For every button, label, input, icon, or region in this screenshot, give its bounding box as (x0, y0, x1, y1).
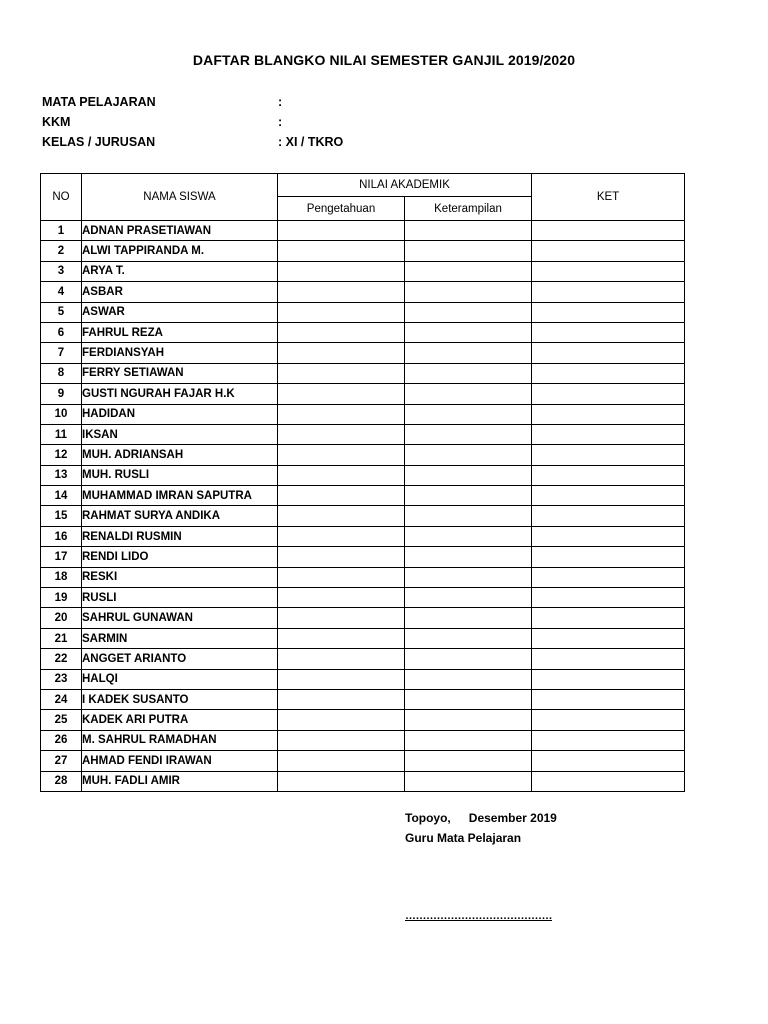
notes-cell (532, 547, 685, 567)
header-skills: Keterampilan (405, 197, 532, 221)
meta-class-label: KELAS / JURUSAN (42, 135, 156, 149)
student-name: ADNAN PRASETIAWAN (82, 221, 278, 241)
row-number: 25 (41, 710, 82, 730)
table-row (41, 547, 685, 567)
grade-table (40, 173, 685, 792)
skills-score-cell (405, 730, 532, 750)
student-name: MUH. ADRIANSAH (82, 445, 278, 465)
skills-score-cell (405, 588, 532, 608)
knowledge-score-cell (278, 445, 405, 465)
knowledge-score-cell (278, 404, 405, 424)
notes-cell (532, 628, 685, 648)
meta-class-value: : XI / TKRO (278, 135, 344, 149)
notes-cell (532, 343, 685, 363)
table-row (41, 628, 685, 648)
student-name: ANGGET ARIANTO (82, 649, 278, 669)
table-row (41, 404, 685, 424)
table-row (41, 221, 685, 241)
student-name: FERDIANSYAH (82, 343, 278, 363)
student-name: AHMAD FENDI IRAWAN (82, 751, 278, 771)
table-row (41, 710, 685, 730)
skills-score-cell (405, 241, 532, 261)
table-row (41, 588, 685, 608)
notes-cell (532, 322, 685, 342)
knowledge-score-cell (278, 221, 405, 241)
table-row (41, 241, 685, 261)
row-number: 2 (41, 241, 82, 261)
table-row (41, 730, 685, 750)
header-no: NO (41, 174, 82, 221)
skills-score-cell (405, 628, 532, 648)
notes-cell (532, 465, 685, 485)
skills-score-cell (405, 689, 532, 709)
notes-cell (532, 710, 685, 730)
knowledge-score-cell (278, 526, 405, 546)
student-name: FAHRUL REZA (82, 322, 278, 342)
knowledge-score-cell (278, 363, 405, 383)
row-number: 17 (41, 547, 82, 567)
notes-cell (532, 730, 685, 750)
skills-score-cell (405, 649, 532, 669)
knowledge-score-cell (278, 506, 405, 526)
knowledge-score-cell (278, 751, 405, 771)
row-number: 21 (41, 628, 82, 648)
notes-cell (532, 506, 685, 526)
row-number: 1 (41, 221, 82, 241)
notes-cell (532, 302, 685, 322)
notes-cell (532, 567, 685, 587)
notes-cell (532, 424, 685, 444)
notes-cell (532, 608, 685, 628)
row-number: 5 (41, 302, 82, 322)
student-name: FERRY SETIAWAN (82, 363, 278, 383)
notes-cell (532, 486, 685, 506)
student-name: SAHRUL GUNAWAN (82, 608, 278, 628)
skills-score-cell (405, 363, 532, 383)
student-name: M. SAHRUL RAMADHAN (82, 730, 278, 750)
skills-score-cell (405, 547, 532, 567)
row-number: 9 (41, 384, 82, 404)
skills-score-cell (405, 526, 532, 546)
knowledge-score-cell (278, 343, 405, 363)
student-name: KADEK ARI PUTRA (82, 710, 278, 730)
student-name: ASBAR (82, 282, 278, 302)
notes-cell (532, 588, 685, 608)
student-name: I KADEK SUSANTO (82, 689, 278, 709)
meta-subject-value: : (278, 95, 283, 109)
table-row (41, 526, 685, 546)
student-name: MUH. RUSLI (82, 465, 278, 485)
skills-score-cell (405, 404, 532, 424)
skills-score-cell (405, 302, 532, 322)
student-name: ALWI TAPPIRANDA M. (82, 241, 278, 261)
signature-place-date (405, 811, 557, 825)
knowledge-score-cell (278, 567, 405, 587)
student-name: RESKI (82, 567, 278, 587)
table-row (41, 649, 685, 669)
student-name: ASWAR (82, 302, 278, 322)
knowledge-score-cell (278, 730, 405, 750)
table-body (41, 221, 685, 792)
table-row (41, 669, 685, 689)
row-number: 6 (41, 322, 82, 342)
notes-cell (532, 384, 685, 404)
document-title: DAFTAR BLANGKO NILAI SEMESTER GANJIL 2019/2020 (192, 52, 576, 68)
knowledge-score-cell (278, 302, 405, 322)
skills-score-cell (405, 322, 532, 342)
table-row (41, 445, 685, 465)
skills-score-cell (405, 261, 532, 281)
skills-score-cell (405, 221, 532, 241)
skills-score-cell (405, 384, 532, 404)
notes-cell (532, 526, 685, 546)
table-row (41, 567, 685, 587)
knowledge-score-cell (278, 689, 405, 709)
signature-place: Topoyo, (405, 811, 451, 825)
notes-cell (532, 445, 685, 465)
table-row (41, 608, 685, 628)
notes-cell (532, 751, 685, 771)
knowledge-score-cell (278, 282, 405, 302)
notes-cell (532, 282, 685, 302)
knowledge-score-cell (278, 649, 405, 669)
row-number: 27 (41, 751, 82, 771)
skills-score-cell (405, 424, 532, 444)
knowledge-score-cell (278, 669, 405, 689)
notes-cell (532, 241, 685, 261)
skills-score-cell (405, 343, 532, 363)
knowledge-score-cell (278, 465, 405, 485)
notes-cell (532, 689, 685, 709)
notes-cell (532, 363, 685, 383)
row-number: 16 (41, 526, 82, 546)
header-academic-grade: NILAI AKADEMIK (278, 174, 532, 197)
row-number: 24 (41, 689, 82, 709)
row-number: 13 (41, 465, 82, 485)
knowledge-score-cell (278, 771, 405, 791)
signature-date: Desember 2019 (468, 811, 557, 825)
student-name: GUSTI NGURAH FAJAR H.K (82, 384, 278, 404)
skills-score-cell (405, 465, 532, 485)
notes-cell (532, 221, 685, 241)
knowledge-score-cell (278, 608, 405, 628)
row-number: 23 (41, 669, 82, 689)
signature-line: …………………………………… (405, 910, 552, 922)
row-number: 3 (41, 261, 82, 281)
student-name: MUH. FADLI AMIR (82, 771, 278, 791)
table-row (41, 424, 685, 444)
student-name: IKSAN (82, 424, 278, 444)
table-row (41, 506, 685, 526)
table-row (41, 322, 685, 342)
row-number: 12 (41, 445, 82, 465)
knowledge-score-cell (278, 241, 405, 261)
meta-subject-label: MATA PELAJARAN (42, 95, 156, 109)
skills-score-cell (405, 486, 532, 506)
student-name: RAHMAT SURYA ANDIKA (82, 506, 278, 526)
notes-cell (532, 771, 685, 791)
student-name: RENALDI RUSMIN (82, 526, 278, 546)
knowledge-score-cell (278, 710, 405, 730)
header-student-name: NAMA SISWA (82, 174, 278, 221)
table-row (41, 363, 685, 383)
table-row (41, 282, 685, 302)
notes-cell (532, 404, 685, 424)
row-number: 18 (41, 567, 82, 587)
student-name: SARMIN (82, 628, 278, 648)
skills-score-cell (405, 710, 532, 730)
skills-score-cell (405, 751, 532, 771)
table-row (41, 384, 685, 404)
table-row (41, 751, 685, 771)
table-row (41, 261, 685, 281)
row-number: 10 (41, 404, 82, 424)
skills-score-cell (405, 506, 532, 526)
row-number: 19 (41, 588, 82, 608)
row-number: 22 (41, 649, 82, 669)
row-number: 20 (41, 608, 82, 628)
student-name: RUSLI (82, 588, 278, 608)
knowledge-score-cell (278, 424, 405, 444)
notes-cell (532, 261, 685, 281)
student-name: HALQI (82, 669, 278, 689)
row-number: 15 (41, 506, 82, 526)
header-notes: KET (532, 174, 685, 221)
table-row (41, 343, 685, 363)
row-number: 26 (41, 730, 82, 750)
knowledge-score-cell (278, 547, 405, 567)
row-number: 4 (41, 282, 82, 302)
header-knowledge: Pengetahuan (278, 197, 405, 221)
student-name: RENDI LIDO (82, 547, 278, 567)
table-row (41, 771, 685, 791)
skills-score-cell (405, 445, 532, 465)
student-name: ARYA T. (82, 261, 278, 281)
skills-score-cell (405, 771, 532, 791)
row-number: 11 (41, 424, 82, 444)
row-number: 8 (41, 363, 82, 383)
knowledge-score-cell (278, 588, 405, 608)
skills-score-cell (405, 282, 532, 302)
signature-role: Guru Mata Pelajaran (405, 831, 522, 845)
table-row (41, 689, 685, 709)
knowledge-score-cell (278, 322, 405, 342)
row-number: 28 (41, 771, 82, 791)
skills-score-cell (405, 669, 532, 689)
meta-kkm-value: : (278, 115, 283, 129)
student-name: MUHAMMAD IMRAN SAPUTRA (82, 486, 278, 506)
knowledge-score-cell (278, 628, 405, 648)
row-number: 14 (41, 486, 82, 506)
knowledge-score-cell (278, 261, 405, 281)
knowledge-score-cell (278, 486, 405, 506)
notes-cell (532, 649, 685, 669)
knowledge-score-cell (278, 384, 405, 404)
row-number: 7 (41, 343, 82, 363)
meta-kkm-label: KKM (42, 115, 71, 129)
notes-cell (532, 669, 685, 689)
table-row (41, 486, 685, 506)
skills-score-cell (405, 608, 532, 628)
table-row (41, 465, 685, 485)
skills-score-cell (405, 567, 532, 587)
student-name: HADIDAN (82, 404, 278, 424)
table-row (41, 302, 685, 322)
